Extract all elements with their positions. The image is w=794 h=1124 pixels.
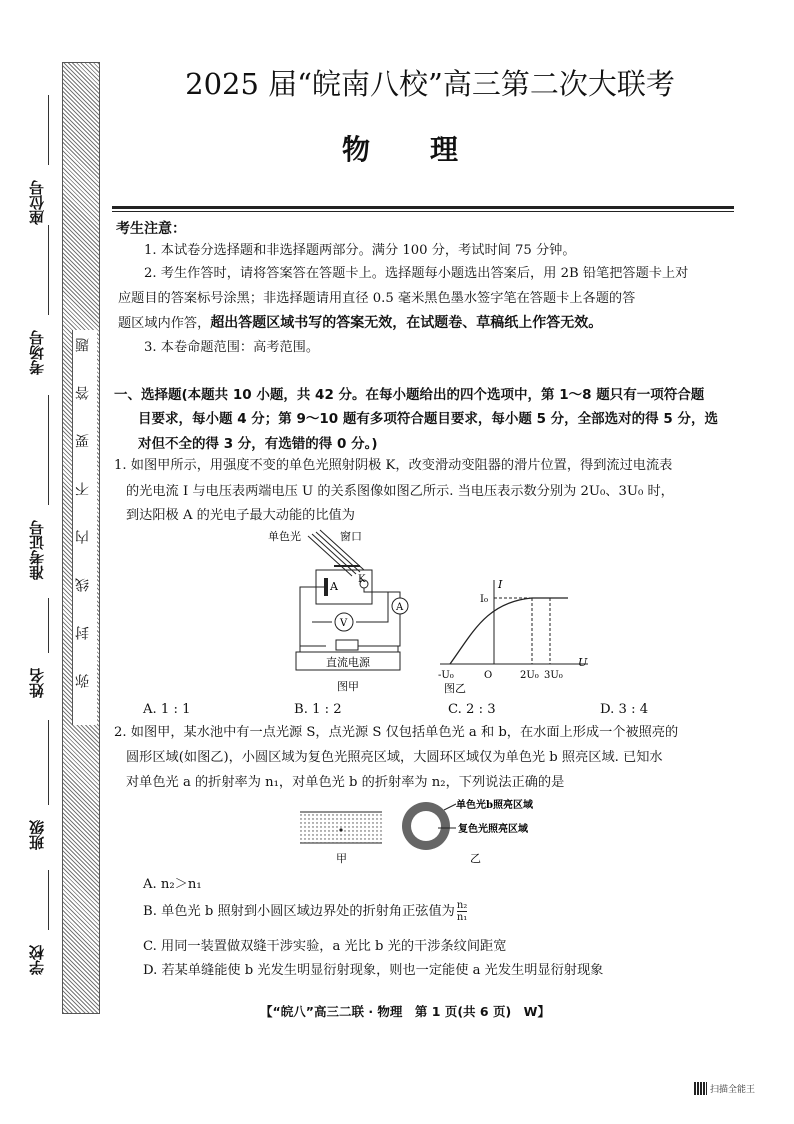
q1-option-c[interactable]: C. 2 : 3 (448, 702, 496, 717)
seal-char: 不 (75, 482, 91, 496)
section-heading-line2: 目要求，每小题 4 分；第 9～10 题有多项符合题目要求，每小题 5 分，全部选对的得 5 分，选 (138, 411, 718, 427)
notice-item-2-line3 (118, 312, 602, 335)
notice-text: 题区域内作答， (118, 316, 211, 331)
q1-option-d[interactable]: D. 3 : 4 (600, 702, 649, 717)
seal-char: 答 (75, 386, 91, 400)
seal-char: 线 (75, 578, 91, 592)
notice-item-3: 3. 本卷命题范围：高考范围。 (144, 340, 320, 355)
voltmeter-label: V (340, 618, 348, 629)
q2-option-d[interactable]: D. 若某单缝能使 b 光发生明显衍射现象，则也一定能使 a 光发生明显衍射现象 (143, 963, 604, 978)
ammeter-label: A (396, 602, 404, 613)
section-heading-line3: 对但不全的得 3 分，有选错的得 0 分。) (138, 436, 378, 452)
q1-option-b[interactable]: B. 1 : 2 (294, 702, 342, 717)
seal-char: 封 (75, 626, 91, 640)
field-line (48, 95, 49, 165)
q1-stem-line1: 1. 如图甲所示，用强度不变的单色光照射阴极 K，改变滑动变阻器的滑片位置，得到流过电流表 (114, 458, 673, 473)
field-seat-number: 座位号 (28, 180, 46, 225)
fig-a-caption: 图甲 (337, 680, 359, 693)
field-room-number: 考场号 (28, 330, 46, 375)
q2-stem-line3: 对单色光 a 的折射率为 n₁，对单色光 b 的折射率为 n₂，下列说法正确的是 (126, 775, 565, 790)
inner-circle-label: 复色光照亮区域 (458, 824, 528, 835)
fraction-denominator: n₁ (456, 912, 468, 923)
inner-circle (411, 811, 441, 841)
field-line (48, 720, 49, 805)
field-admission-number: 准考证号 (28, 520, 46, 580)
fig-b-caption: 图乙 (444, 682, 466, 695)
scanner-watermark: 扫描全能王 (710, 1085, 756, 1095)
outer-ring-label: 单色光b照亮区域 (456, 800, 533, 811)
tick-3u0: 3U₀ (544, 670, 563, 681)
seal-line-box (72, 330, 97, 725)
y-axis-label: I (498, 578, 503, 591)
page-footer: 【“皖八”高三二联 · 物理 第 1 页(共 6 页) W】 (260, 1004, 550, 1019)
q1-iu-graph (428, 574, 598, 696)
seal-char: 弥 (75, 674, 91, 688)
field-line (48, 225, 49, 315)
q2-stem-line1: 2. 如图甲，某水池中有一点光源 S，点光源 S 仅包括单色光 a 和 b，在水面上形成一个被照亮的 (114, 725, 679, 740)
q1-stem-line3: 到达阳极 A 的光电子最大动能的比值为 (126, 508, 355, 523)
tick-2u0: 2U₀ (520, 670, 539, 681)
seal-char: 内 (75, 530, 91, 544)
q2-option-a[interactable]: A. n₂＞n₁ (143, 877, 202, 892)
q2-option-b[interactable] (143, 900, 467, 923)
field-name: 姓名 (28, 668, 46, 698)
point-source-s (339, 828, 342, 831)
anode-label: A (330, 580, 338, 593)
field-line (48, 870, 49, 930)
q2-option-b-text: B. 单色光 b 照射到小圆区域边界处的折射角正弦值为 (143, 904, 455, 919)
seal-char: 题 (75, 338, 91, 352)
q2-stem-line2: 圆形区域(如图乙)，小圆区域为复色光照亮区域，大圆环区域仅为单色光 b 照亮区域. 已知水 (126, 750, 663, 765)
notice-emphasis: 超出答题区域书写的答案无效，在试题卷、草稿纸上作答无效。 (210, 315, 603, 331)
header-rule-thick (112, 206, 734, 209)
q1-circuit-figure (260, 526, 420, 696)
q1-option-a[interactable]: A. 1 : 1 (143, 702, 191, 717)
section-heading-line1: 一、选择题(本题共 10 小题，共 42 分。在每小题给出的四个选项中，第 1～8 题只有一项符合题 (114, 387, 705, 403)
fraction-numerator: n₂ (456, 900, 468, 911)
seal-char: 要 (75, 434, 91, 448)
exam-title: 2025 届“皖南八校”高三第二次大联考 (185, 67, 675, 101)
notice-heading: 考生注意： (116, 221, 186, 237)
dc-source-label: 直流电源 (326, 656, 370, 669)
header-rule-thin (112, 211, 734, 212)
notice-item-2-line2: 应题目的答案标号涂黑；非选择题请用直径 0.5 毫米黑色墨水签字笔在答题卡上各题的答 (118, 291, 636, 306)
field-line (48, 395, 49, 505)
water-pool (300, 813, 382, 843)
light-label: 单色光 (268, 530, 301, 543)
notice-item-1: 1. 本试卷分选择题和非选择题两部分。满分 100 分，考试时间 75 分钟。 (144, 243, 576, 258)
fig-q2-caption-a: 甲 (336, 852, 347, 865)
field-line (48, 598, 49, 653)
qr-code-icon (694, 1082, 707, 1095)
notice-item-2-line1: 2. 考生作答时，请将答案答在答题卡上。选择题每小题选出答案后，用 2B 铅笔把答题卡上对 (144, 266, 689, 281)
x-axis-label: U (578, 656, 588, 669)
q1-stem-line2: 的光电流 I 与电压表两端电压 U 的关系图像如图乙所示. 当电压表示数分别为 2U₀、3U₀ 时， (126, 484, 674, 499)
cathode-label: K (358, 574, 366, 585)
rheostat-icon (336, 640, 358, 650)
field-class: 班级 (28, 820, 46, 850)
q2-figure (296, 798, 596, 868)
q2-option-c[interactable]: C. 用同一装置做双缝干涉实验，a 光比 b 光的干涉条纹间距宽 (143, 939, 507, 954)
i0-label: I₀ (480, 594, 488, 605)
neg-u0-label: -U₀ (438, 670, 454, 681)
field-school: 学校 (28, 945, 46, 975)
subject-title: 物理 (341, 133, 518, 166)
fig-q2-caption-b: 乙 (470, 852, 481, 865)
origin-label: O (484, 670, 493, 681)
window-label: 窗口 (340, 530, 362, 543)
